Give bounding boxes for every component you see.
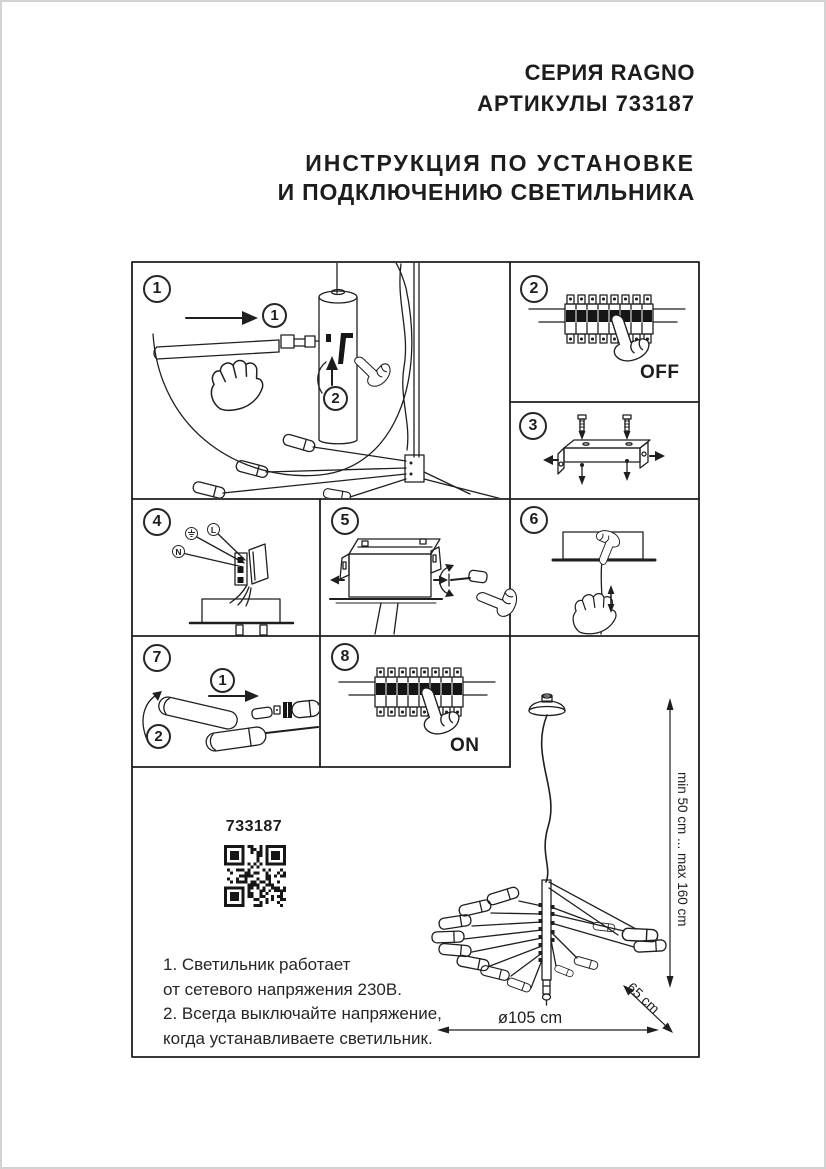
step-4-number: 4 [152,513,162,530]
substep-number: 1 [270,307,279,324]
step-5-badge [331,507,359,535]
panel1-substep-2-badge [323,386,348,411]
step-7-badge [143,644,171,672]
on-label: ON [450,735,480,756]
step-1-badge [143,275,171,303]
note-line: 2. Всегда выключайте напряжение, [163,1004,442,1023]
step-2-number: 2 [529,280,539,297]
product-article: 733187 [225,818,283,835]
panel7-substep-1-badge [210,668,235,693]
step-8-number: 8 [340,648,350,665]
panel7-substep-2-badge [146,724,171,749]
step-8-badge [331,643,359,671]
step-2-badge [520,275,548,303]
substep-number: 2 [331,390,340,407]
note-line: от сетевого напряжения 230В. [163,979,402,999]
step-5-number: 5 [340,512,350,529]
note-line: когда устанавливаете светильник. [163,1028,433,1048]
earth-wire-label [185,527,198,540]
substep-number: 2 [154,728,163,745]
diameter-label: ø105 cm [497,1009,563,1027]
step-3-number: 3 [528,417,538,434]
line-letter: L [210,524,217,535]
earth-icon [187,529,196,538]
series-title: СЕРИЯ RAGNO [524,60,695,85]
panel-spec-drawing [132,767,699,1057]
article-title: АРТИКУЛЫ 733187 [477,91,695,116]
panel-step-1 [132,262,510,499]
neutral-letter: N [175,546,182,557]
page-title-line2: И ПОДКЛЮЧЕНИЮ СВЕТИЛЬНИКА [277,179,695,205]
substep-number: 1 [218,672,227,689]
off-label: OFF [640,362,680,383]
line-wire-label [207,523,220,536]
step-4-badge [143,508,171,536]
step-6-badge [520,506,548,534]
step-6-number: 6 [529,511,539,528]
neutral-wire-label [172,545,185,558]
step-3-badge [519,412,547,440]
panel1-substep-1-badge [262,303,287,328]
step-7-number: 7 [152,649,162,666]
step-1-number: 1 [152,280,162,297]
note-line: 1. Светильник работает [163,955,351,974]
height-range-label: min 50 cm ... max 160 cm [675,772,690,927]
depth-label: 65 cm [624,979,663,1017]
page-title-line1: ИНСТРУКЦИЯ ПО УСТАНОВКЕ [305,150,695,176]
